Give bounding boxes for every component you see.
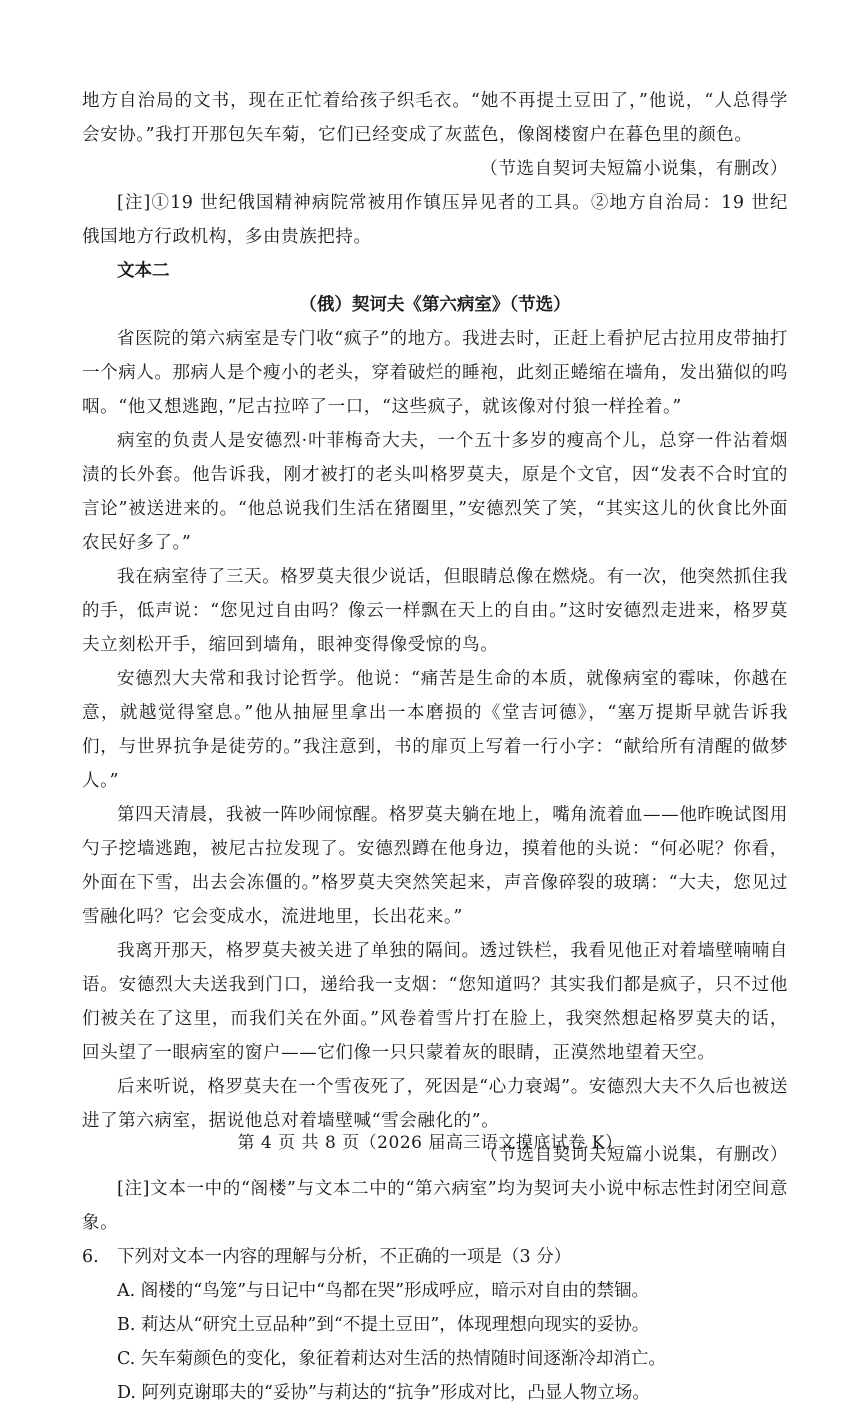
text1-note: [注]①19 世纪俄国精神病院常被用作镇压异见者的工具。②地方自治局：19 世纪俄国地方行政机构，多由贵族把持。 bbox=[82, 193, 788, 247]
text2-source: （节选自契诃夫短篇小说集，有删改） bbox=[480, 1145, 788, 1165]
text2-paragraph: 我在病室待了三天。格罗莫夫很少说话，但眼睛总像在燃烧。有一次，他突然抓住我的手，低声说：“您见过自由吗？像云一样飘在天上的自由。”这时安德烈走进来，格罗莫夫立刻松开手，缩回到墙角，眼神变得像受惊的鸟。 bbox=[82, 567, 788, 655]
text2-paragraph: 第四天清晨，我被一阵吵闹惊醒。格罗莫夫躺在地上，嘴角流着血——他昨晚试图用勺子挖墙逃跑，被尼古拉发现了。安德烈蹲在他身边，摸着他的头说：“何必呢？你看，外面在下雪，出去会冻僵的。”格罗莫夫突然笑起来，声音像碎裂的玻璃：“大夫，您见过雪融化吗？它会变成水，流进地里，长出花来。” bbox=[82, 805, 788, 927]
question-number: 6. bbox=[82, 1247, 99, 1267]
option-b: B. 莉达从“研究土豆品种”到“不提土豆田”，体现理想向现实的妥协。 bbox=[117, 1315, 650, 1335]
text1-closing-paragraph: 地方自治局的文书，现在正忙着给孩子织毛衣。“她不再提土豆田了，”他说，“人总得学会安协。”我打开那包矢车菊，它们已经变成了灰蓝色，像阁楼窗户在暮色里的颜色。 bbox=[82, 91, 788, 145]
question-text: 下列对文本一内容的理解与分析，不正确的一项是（3 分） bbox=[117, 1247, 572, 1267]
page-footer: 第 4 页 共 8 页（2026 届高三语文摸底试卷 K） bbox=[237, 1133, 623, 1153]
text1-source: （节选自契诃夫短篇小说集，有删改） bbox=[480, 159, 788, 179]
text2-note: [注]文本一中的“阁楼”与文本二中的“第六病室”均为契诃夫小说中标志性封闭空间意象。 bbox=[82, 1179, 788, 1233]
text2-paragraph: 安德烈大夫常和我讨论哲学。他说：“痛苦是生命的本质，就像病室的霉味，你越在意，就越觉得窒息。”他从抽屉里拿出一本磨损的《堂吉诃德》，“塞万提斯早就告诉我们，与世界抗争是徒劳的。”我注意到，书的扉页上写着一行小字：“献给所有清醒的做梦人。” bbox=[82, 669, 788, 791]
option-d: D. 阿列克谢耶夫的“妥协”与莉达的“抗争”形成对比，凸显人物立场。 bbox=[117, 1383, 650, 1403]
text2-paragraph: 省医院的第六病室是专门收“疯子”的地方。我进去时，正赶上看护尼古拉用皮带抽打一个病人。那病人是个瘦小的老头，穿着破烂的睡袍，此刻正蜷缩在墙角，发出猫似的呜咽。“他又想逃跑，”尼古拉啐了一口，“这些疯子，就该像对付狼一样拴着。” bbox=[82, 329, 788, 417]
question-6-stem bbox=[82, 1240, 788, 1274]
text2-paragraph: 后来听说，格罗莫夫在一个雪夜死了，死因是“心力衰竭”。安德烈大夫不久后也被送进了第六病室，据说他总对着墙壁喊“雪会融化的”。 bbox=[82, 1077, 788, 1131]
text2-paragraph: 我离开那天，格罗莫夫被关进了单独的隔间。透过铁栏，我看见他正对着墙壁喃喃自语。安德烈大夫送我到门口，递给我一支烟：“您知道吗？其实我们都是疯子，只不过他们被关在了这里，而我们关在外面。”风卷着雪片打在脸上，我突然想起格罗莫夫的话，回头望了一眼病室的窗户——它们像一只只蒙着灰的眼睛，正漠然地望着天空。 bbox=[82, 941, 788, 1063]
text2-label: 文本二 bbox=[117, 261, 170, 281]
text2-title: （俄）契诃夫《第六病室》（节选） bbox=[299, 295, 571, 315]
text2-paragraph: 病室的负责人是安德烈·叶菲梅奇大夫，一个五十多岁的瘦高个儿，总穿一件沾着烟渍的长外套。他告诉我，刚才被打的老头叫格罗莫夫，原是个文官，因“发表不合时宜的言论”被送进来的。“他总说我们生活在猪圈里，”安德烈笑了笑，“其实这儿的伙食比外面农民好多了。” bbox=[82, 431, 788, 553]
option-c: C. 矢车菊颜色的变化，象征着莉达对生活的热情随时间逐渐冷却消亡。 bbox=[117, 1349, 666, 1369]
option-a: A. 阁楼的“鸟笼”与日记中“鸟都在哭”形成呼应，暗示对自由的禁锢。 bbox=[117, 1281, 650, 1301]
